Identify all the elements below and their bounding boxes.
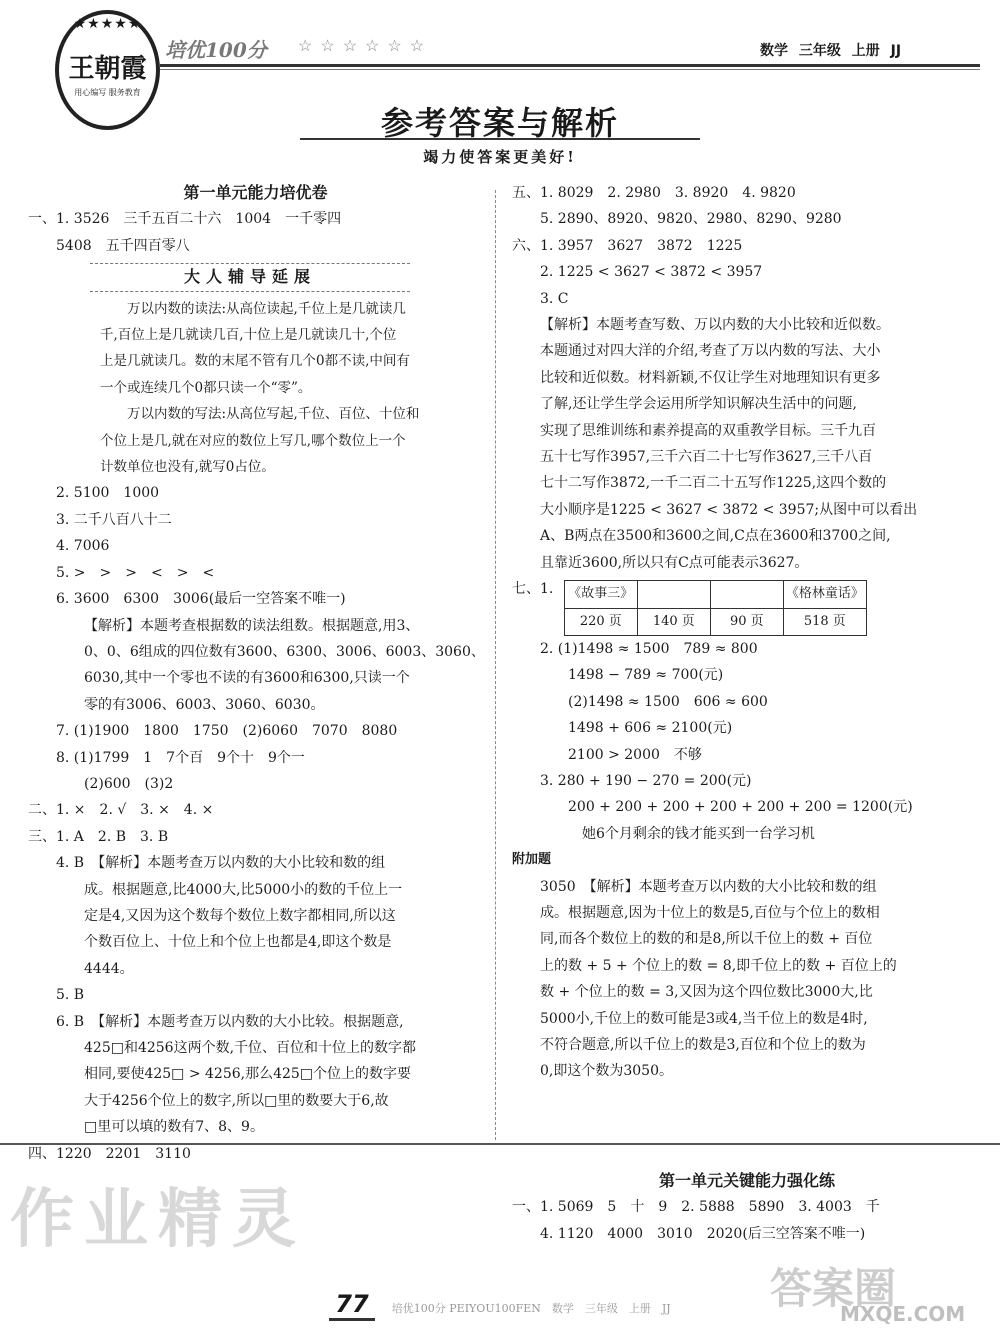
crown-icon: ★★★★★ xyxy=(73,16,142,32)
table-row xyxy=(564,581,866,608)
table-cell xyxy=(710,581,783,608)
text-line: 且靠近3600,所以只有C点可能表示3627。 xyxy=(540,554,809,571)
answer-block-e xyxy=(512,1194,982,1247)
section2 xyxy=(512,1168,982,1247)
text-line: 2. (1)1498 ≈ 1500 789 ≈ 800 xyxy=(540,640,758,657)
text-line: □里可以填的数有7、8、9。 xyxy=(84,1119,264,1136)
text-line: 五、1. 8029 2. 2980 3. 8920 4. 9820 xyxy=(512,185,796,201)
text-line: 4. 7006 xyxy=(56,538,110,555)
text-line: 3. 二千八百八十二 xyxy=(56,511,172,528)
table-cell: 90 页 xyxy=(710,608,783,635)
text-line: 7. (1)1900 1800 1750 (2)6060 7070 8080 xyxy=(56,723,398,740)
tag-edition: JJ xyxy=(890,43,902,59)
text-line: 个位上是几,就在对应的数位上写几,哪个数位上一个 xyxy=(100,432,406,449)
answer-block-d xyxy=(512,636,982,1085)
page-footer xyxy=(0,1290,1000,1321)
answer-block-c xyxy=(512,180,982,576)
text-line: 3. C xyxy=(540,290,569,307)
text-line: 2. 5100 1000 xyxy=(56,485,160,502)
series-brand: 培优100分 xyxy=(165,38,267,62)
table-cell: 220 页 xyxy=(564,608,637,635)
column-divider xyxy=(495,190,496,1140)
text-line: 了解,还让学生学会运用所学知识解决生活中的问题, xyxy=(540,396,857,413)
header-rule xyxy=(160,64,980,67)
table-cell: 《格林童话》 xyxy=(783,581,866,608)
text-line: 实现了思维训练和素养提高的双重教学目标。三千九百 xyxy=(540,422,876,439)
text-line: 大于4256个位上的数字,所以□里的数要大于6,故 xyxy=(84,1092,389,1109)
star-rating-icons: ☆☆☆☆☆☆ xyxy=(298,36,433,55)
book-tags xyxy=(760,40,907,60)
text-line: 5408 五千四百零八 xyxy=(56,237,190,254)
tag-grade: 三年级 xyxy=(798,43,841,59)
text-line: 零的有3006、6003、3060、6030。 xyxy=(84,696,325,713)
text-line: 425□和4256这两个数,千位、百位和十位上的数字都 xyxy=(84,1040,417,1056)
text-line: 同,而各个数位上的数的和是8,所以千位上的数 + 百位 xyxy=(540,931,873,948)
text-line: 【解析】本题考查写数、万以内数的大小比较和近似数。 xyxy=(540,317,890,334)
section2-title: 第一单元关键能力强化练 xyxy=(658,1171,835,1190)
table-row xyxy=(564,608,866,635)
section-divider xyxy=(0,1143,1000,1145)
text-line: 三、1. A 2. B 3. B xyxy=(28,828,169,845)
text-line: 3050 【解析】本题考查万以内数的大小比较和数的组 xyxy=(540,878,877,895)
text-line: 千,百位上是几就读几百,十位上是几就读几十,个位 xyxy=(100,327,397,344)
text-line: 5000小,千位上的数可能是3或4,当千位上的数是4时, xyxy=(540,1010,868,1027)
table-cell: 518 页 xyxy=(783,608,866,635)
watermark-left: 作业精灵 xyxy=(10,1183,306,1257)
text-line: (2)1498 ≈ 1500 606 ≈ 600 xyxy=(568,693,768,710)
text-line: 相同,要使425□ > 4256,那么425□个位上的数字要 xyxy=(84,1066,412,1083)
footer-tag: 培优100分 PEIYOU100FEN 数学 三年级 上册 JJ xyxy=(391,1302,671,1315)
text-line: 0,即这个数为3050。 xyxy=(540,1063,673,1080)
text-line: 计数单位也没有,就写0占位。 xyxy=(100,459,275,476)
text-line: (2)600 (3)2 xyxy=(84,775,174,792)
text-line: 5. B xyxy=(56,987,85,1004)
text-line: 个数百位上、十位上和个位上也都是4,即这个数是 xyxy=(84,934,392,951)
text-line: 成。根据题意,因为十位上的数是5,百位与个位上的数相 xyxy=(540,904,880,921)
text-line: 万以内数的读法:从高位读起,千位上是几就读几 xyxy=(127,300,406,317)
page-number: 77 xyxy=(329,1290,374,1321)
text-line: 200 + 200 + 200 + 200 + 200 + 200 = 1200(元) xyxy=(568,799,913,816)
text-line: 6. B 【解析】本题考查万以内数的大小比较。根据题意, xyxy=(56,1013,404,1030)
text-line: 定是4,又因为这个数每个数位上数字都相同,所以这 xyxy=(84,907,396,924)
left-column xyxy=(28,180,483,1167)
text-line: 六、1. 3957 3627 3872 1225 xyxy=(512,237,743,254)
text-line: 6. 3600 6300 3006(最后一空答案不唯一) xyxy=(56,591,346,608)
text-line: 4444。 xyxy=(84,960,134,977)
text-line: 3. 280 + 190 − 270 = 200(元) xyxy=(540,772,752,789)
text-line: 【解析】本题考查根据数的读法组数。根据题意,用3、 xyxy=(84,617,420,634)
text-line: 1498 + 606 ≈ 2100(元) xyxy=(568,720,733,737)
title-underline xyxy=(300,138,700,140)
text-line: 0、0、6组成的四位数有3600、6300、3006、6003、3060、 xyxy=(84,643,485,660)
text-line: 数 + 个位上的数 = 3,又因为这个四位数比3000大,比 xyxy=(540,984,873,1001)
right-column xyxy=(512,180,982,1085)
text-line: 二、1. × 2. √ 3. × 4. × xyxy=(28,802,214,819)
text-line: 大小顺序是1225 < 3627 < 3872 < 3957;从图中可以看出 xyxy=(540,501,918,518)
table-cell: 140 页 xyxy=(637,608,710,635)
page-header xyxy=(0,0,1000,165)
tag-subject: 数学 xyxy=(760,43,788,59)
text-line: 四、1220 2201 3110 xyxy=(28,1145,191,1162)
question-7-row xyxy=(512,576,982,636)
answer-block-a xyxy=(28,206,483,259)
text-line: 上的数 + 5 + 个位上的数 = 8,即千位上的数 + 百位上的 xyxy=(540,957,897,974)
text-line: 她6个月剩余的钱才能买到一台学习机 xyxy=(582,825,815,842)
text-line: 5. 2890、8920、9820、2980、8290、9280 xyxy=(540,211,842,228)
text-line: 一、1. 5069 5 十 9 2. 5888 5890 3. 4003 千 xyxy=(512,1199,880,1216)
text-line: 2100 > 2000 不够 xyxy=(568,746,702,763)
watermark-url: MXQE.COM xyxy=(840,1302,966,1326)
answer-block-b xyxy=(28,480,483,1167)
page-title: 参考答案与解析 xyxy=(380,104,619,142)
text-line: 1498 − 789 ≈ 700(元) xyxy=(568,667,724,684)
header-rule-thin xyxy=(160,69,980,70)
text-line: 一个或连续几个0都只读一个“零”。 xyxy=(100,379,312,396)
table-cell: 《故事三》 xyxy=(564,581,637,608)
logo-subtext: 用心编写 服务教育 xyxy=(74,88,141,97)
text-line: 4. 1120 4000 3010 2020(后三空答案不唯一) xyxy=(540,1225,866,1242)
watermark-right: 答案圈 xyxy=(770,1264,897,1313)
tip-box xyxy=(28,296,483,481)
text-line: 万以内数的写法:从高位写起,千位、百位、十位和 xyxy=(127,406,420,423)
text-line: 4. B 【解析】本题考查万以内数的大小比较和数的组 xyxy=(56,855,386,872)
text-line: 6030,其中一个零也不读的有3600和6300,只读一个 xyxy=(84,670,410,687)
text-line: 比较和近似数。材料新颖,不仅让学生对地理知识有更多 xyxy=(540,369,881,386)
page-subtitle: 竭力使答案更美好! xyxy=(423,148,577,166)
section-title: 第一单元能力培优卷 xyxy=(183,183,328,202)
text-line: 8. (1)1799 1 7个百 9个十 9个一 xyxy=(56,749,305,766)
text-line: 五十七写作3957,三千六百二十七写作3627,三千八百 xyxy=(540,449,873,466)
logo-text: 王朝霞 xyxy=(68,54,147,84)
question-7-label: 七、1. xyxy=(512,581,554,598)
text-line: 不符合题意,所以千位上的数是3,百位和个位上的数为 xyxy=(540,1037,866,1053)
text-line: 一、1. 3526 三千五百二十六 1004 一千零四 xyxy=(28,211,342,228)
text-line: 成。根据题意,比4000大,比5000小的数的千位上一 xyxy=(84,881,403,898)
books-table xyxy=(564,580,867,636)
text-line: 5. > > > < > < xyxy=(56,564,215,581)
text-line: 附加题 xyxy=(512,852,552,868)
text-line: 本题通过对四大洋的介绍,考查了万以内数的写法、大小 xyxy=(540,343,881,360)
text-line: 上是几就读几。数的末尾不管有几个0都不读,中间有 xyxy=(100,353,410,370)
text-line: 七十二写作3872,一千二百二十五写作1225,这四个数的 xyxy=(540,475,887,492)
tip-box-title: 大人辅导延展 xyxy=(90,263,410,291)
text-line: 2. 1225 < 3627 < 3872 < 3957 xyxy=(540,264,763,281)
text-line: A、B两点在3500和3600之间,C点在3600和3700之间, xyxy=(540,528,891,545)
tag-volume: 上册 xyxy=(851,43,880,59)
table-cell xyxy=(637,581,710,608)
